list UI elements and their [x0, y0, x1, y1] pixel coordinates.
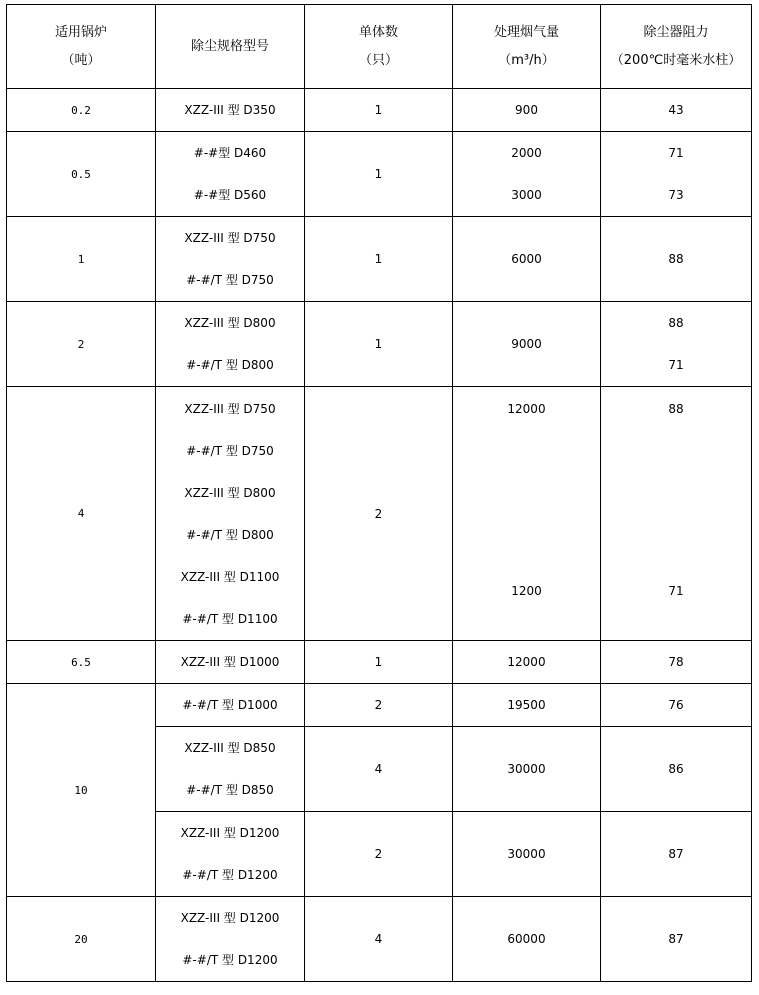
boiler-cell	[7, 89, 156, 132]
model-value: #-#/T 型 D850	[186, 783, 274, 797]
flow-value: 19500	[507, 698, 546, 712]
model-value: XZZ-III 型 D800	[184, 316, 276, 330]
model-value: #-#型 D460	[193, 146, 267, 160]
units-cell	[305, 132, 453, 217]
resist-value: 73	[668, 188, 684, 202]
header-units	[305, 5, 453, 89]
boiler-cell	[7, 897, 156, 982]
boiler-cell	[7, 217, 156, 302]
model-cell	[156, 387, 305, 641]
resist-cell	[601, 217, 752, 302]
resist-value: 78	[668, 655, 684, 669]
units-cell	[305, 684, 453, 727]
boiler-cell	[7, 641, 156, 684]
flow-cell	[453, 387, 601, 641]
flow-cell	[453, 217, 601, 302]
model-value: #-#/T 型 D1000	[182, 698, 278, 712]
resist-value: 88	[668, 252, 684, 266]
header-boiler-unit: （吨）	[61, 53, 101, 68]
units-cell	[305, 727, 453, 812]
model-value: #-#/T 型 D1100	[182, 611, 278, 626]
flow-cell	[453, 132, 601, 217]
header-boiler-label: 适用锅炉	[54, 25, 107, 40]
model-value: XZZ-III 型 D1200	[180, 826, 280, 840]
flow-value: 6000	[511, 252, 542, 266]
model-cell	[156, 641, 305, 684]
flow-value: 2000	[511, 146, 542, 160]
units-cell	[305, 387, 453, 641]
model-value: #-#型 D560	[193, 188, 267, 202]
header-resist-unit: （200℃时毫米水柱）	[610, 53, 742, 68]
flow-value: 30000	[507, 847, 546, 861]
resist-value: 86	[668, 762, 684, 776]
resist-value: 71	[668, 358, 684, 372]
boiler-dust-collector-table	[6, 4, 752, 982]
units-cell	[305, 641, 453, 684]
flow-value: 900	[515, 103, 538, 117]
resist-cell	[601, 387, 752, 641]
header-flow-label: 处理烟气量	[493, 25, 559, 40]
table-row	[7, 132, 752, 217]
header-resist	[601, 5, 752, 89]
units-value: 2	[374, 698, 383, 712]
resist-cell	[601, 302, 752, 387]
model-cell	[156, 217, 305, 302]
table-row	[7, 684, 752, 727]
boiler-cell	[7, 387, 156, 641]
units-value: 4	[374, 762, 383, 776]
resist-cell	[601, 132, 752, 217]
header-boiler	[7, 5, 156, 89]
resist-cell	[601, 727, 752, 812]
units-value: 1	[374, 103, 383, 117]
resist-value: 87	[668, 932, 684, 946]
flow-cell	[453, 812, 601, 897]
model-cell	[156, 132, 305, 217]
model-cell	[156, 897, 305, 982]
flow-value: 12000	[507, 655, 546, 669]
table-row	[7, 89, 752, 132]
flow-cell	[453, 89, 601, 132]
model-cell	[156, 89, 305, 132]
flow-cell	[453, 641, 601, 684]
units-value: 1	[374, 252, 383, 266]
model-value: XZZ-III 型 D850	[184, 741, 276, 755]
model-value: #-#/T 型 D1200	[182, 953, 278, 967]
units-cell	[305, 217, 453, 302]
model-value: #-#/T 型 D1200	[182, 868, 278, 882]
model-value: XZZ-III 型 D750	[184, 231, 276, 245]
model-value: #-#/T 型 D800	[186, 527, 274, 542]
resist-cell	[601, 89, 752, 132]
boiler-value: 6.5	[71, 655, 91, 669]
boiler-value: 4	[77, 507, 85, 520]
flow-value: 1200	[511, 584, 542, 598]
model-value: #-#/T 型 D800	[186, 358, 274, 372]
header-model-label: 除尘规格型号	[190, 39, 269, 54]
model-value: XZZ-III 型 D1200	[180, 911, 280, 925]
header-resist-label: 除尘器阻力	[643, 25, 709, 40]
units-cell	[305, 89, 453, 132]
flow-value: 30000	[507, 762, 546, 776]
header-row	[7, 5, 752, 89]
boiler-value: 10	[74, 783, 88, 797]
units-cell	[305, 897, 453, 982]
flow-cell	[453, 897, 601, 982]
table-row	[7, 387, 752, 641]
units-value: 4	[374, 932, 383, 946]
model-cell	[156, 684, 305, 727]
units-value: 1	[374, 655, 383, 669]
resist-value: 43	[668, 103, 684, 117]
units-cell	[305, 812, 453, 897]
boiler-cell	[7, 302, 156, 387]
resist-cell	[601, 684, 752, 727]
flow-cell	[453, 684, 601, 727]
header-model	[156, 5, 305, 89]
model-value: XZZ-III 型 D800	[184, 485, 276, 500]
resist-value: 71	[668, 146, 684, 160]
resist-cell	[601, 812, 752, 897]
units-value: 2	[374, 847, 383, 861]
boiler-value: 0.2	[71, 103, 91, 117]
boiler-value: 2	[77, 337, 85, 351]
model-value: #-#/T 型 D750	[186, 273, 274, 287]
resist-value: 71	[668, 584, 684, 598]
resist-value: 76	[668, 698, 684, 712]
table-row	[7, 897, 752, 982]
flow-value: 9000	[511, 337, 542, 351]
model-value: XZZ-III 型 D1100	[180, 569, 280, 584]
model-cell	[156, 812, 305, 897]
model-value: XZZ-III 型 D350	[184, 103, 276, 117]
flow-cell	[453, 302, 601, 387]
boiler-value: 20	[74, 932, 88, 946]
flow-cell	[453, 727, 601, 812]
header-flow	[453, 5, 601, 89]
model-value: XZZ-III 型 D1000	[180, 655, 280, 669]
table-row	[7, 641, 752, 684]
resist-cell	[601, 897, 752, 982]
header-units-unit: （只）	[358, 53, 398, 68]
units-value: 2	[374, 506, 383, 521]
header-flow-unit: （m³/h）	[498, 53, 555, 68]
boiler-value: 0.5	[71, 167, 91, 181]
resist-cell	[601, 641, 752, 684]
model-cell	[156, 302, 305, 387]
resist-value: 87	[668, 847, 684, 861]
table-row	[7, 217, 752, 302]
flow-value: 3000	[511, 188, 542, 202]
boiler-cell	[7, 684, 156, 897]
units-cell	[305, 302, 453, 387]
header-units-label: 单体数	[358, 25, 398, 40]
flow-value: 12000	[507, 402, 546, 416]
model-value: XZZ-III 型 D750	[184, 401, 276, 416]
resist-value: 88	[668, 402, 684, 416]
boiler-value: 1	[77, 252, 85, 266]
resist-value: 88	[668, 316, 684, 330]
units-value: 1	[374, 337, 383, 351]
model-cell	[156, 727, 305, 812]
table-row	[7, 302, 752, 387]
units-value: 1	[374, 167, 383, 181]
model-value: #-#/T 型 D750	[186, 443, 274, 458]
boiler-cell	[7, 132, 156, 217]
flow-value: 60000	[507, 932, 546, 946]
